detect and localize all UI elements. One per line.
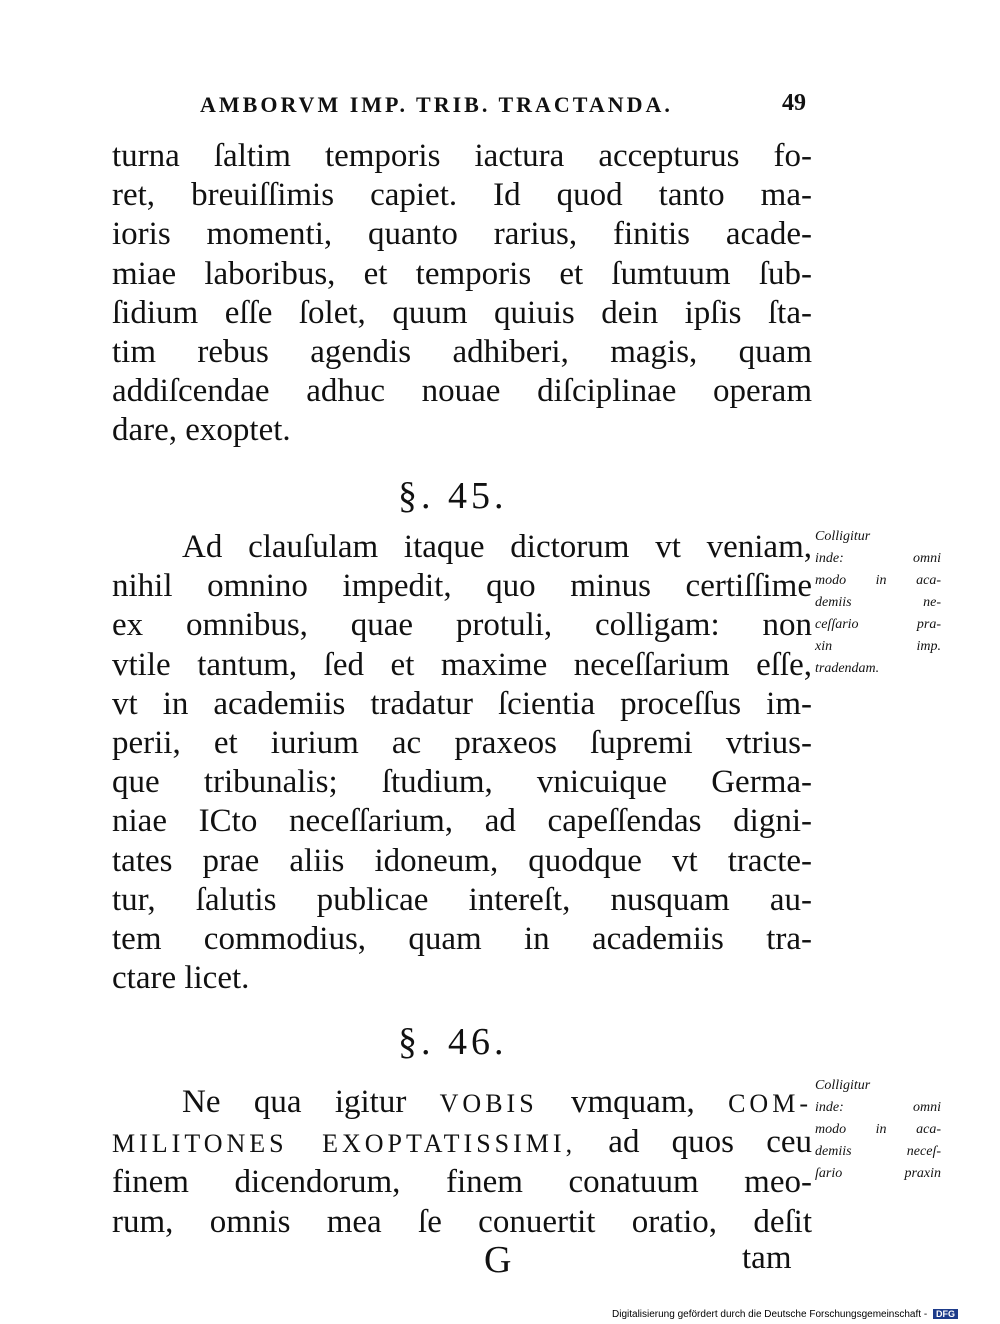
text-line: perii, et iurium ac praxeos ſupremi vtrius- xyxy=(112,725,812,762)
text-line: que tribunalis; ſtudium, vnicuique Germa- xyxy=(112,764,812,801)
text-line: finem dicendorum, finem conatuum meo- xyxy=(112,1164,812,1201)
small-caps-text: VOBIS xyxy=(439,1089,538,1118)
catchword: tam xyxy=(742,1240,792,1276)
text-line: dare, exoptet. xyxy=(112,412,291,449)
signature-mark: G xyxy=(484,1239,512,1281)
text-line: ret, breuiſſimis capiet. Id quod tanto ma- xyxy=(112,177,812,214)
text-line: miae laboribus, et temporis et ſumtuum ſub- xyxy=(112,255,812,292)
text-line: tates prae aliis idoneum, quodque vt tracte- xyxy=(112,842,812,879)
text-line: Ad clauſulam itaque dictorum vt veniam, xyxy=(182,529,812,565)
text-line: tur, ſalutis publicae intereſt, nusquam au- xyxy=(112,881,812,918)
marginal-note-46 xyxy=(815,1075,941,1185)
text-line: rum, omnis mea ſe conuertit oratio, deſit xyxy=(112,1203,812,1240)
dfg-logo: DFG xyxy=(933,1309,958,1319)
text-line: tem commodius, quam in academiis tra- xyxy=(112,921,812,958)
text-line xyxy=(112,1123,812,1163)
text-line: addiſcendae adhuc nouae diſciplinae operam xyxy=(112,373,812,410)
text-line: ex omnibus, quae protuli, colligam: non xyxy=(112,607,812,644)
small-caps-text: COM- xyxy=(728,1089,812,1118)
digitization-credit xyxy=(612,1309,958,1320)
text-run: Ne qua igitur xyxy=(182,1084,407,1120)
text-line: turna ſaltim temporis iactura accepturus fo- xyxy=(112,138,812,174)
note-line: ceſſario pra- xyxy=(815,617,941,632)
text-line: ctare licet. xyxy=(112,960,250,997)
note-line: modo in aca- xyxy=(815,1122,941,1137)
note-line: demiis neceſ- xyxy=(815,1144,941,1159)
text-run: vmquam, xyxy=(571,1084,695,1120)
marginal-note-45 xyxy=(815,526,941,680)
text-line: vtile tantum, ſed et maxime neceſſarium eſſe, xyxy=(112,646,812,683)
text-line: tim rebus agendis adhiberi, magis, quam xyxy=(112,334,812,371)
paragraph-section-45 xyxy=(112,528,812,998)
section-heading-46: §. 46. xyxy=(398,1021,508,1063)
text-line: vt in academiis tradatur ſcientia proceſſus im- xyxy=(112,685,812,722)
small-caps-text: MILITONES EXOPTATISSIMI, xyxy=(112,1129,577,1159)
note-line: tradendam. xyxy=(815,661,880,676)
note-line: inde: omni xyxy=(815,1100,941,1115)
text-line: ioris momenti, quanto rarius, finitis acade- xyxy=(112,216,812,253)
paragraph-section-46 xyxy=(112,1083,812,1242)
running-head: AMBORVM IMP. TRIB. TRACTANDA. xyxy=(200,92,673,117)
text-line: nihil omnino impedit, quo minus certiſſime xyxy=(112,568,812,605)
credit-text: Digitalisierung gefördert durch die Deutsche Forschungsgemeinschaft - xyxy=(612,1309,928,1320)
section-heading-45: §. 45. xyxy=(398,475,508,517)
text-line xyxy=(112,1083,812,1123)
paragraph-continued xyxy=(112,137,812,451)
text-line: niae ICto neceſſarium, ad capeſſendas digni- xyxy=(112,803,812,840)
text-run: ad quos ceu xyxy=(608,1124,813,1161)
note-line: Colligitur xyxy=(815,529,871,544)
page-number: 49 xyxy=(782,90,806,116)
text-line: ſidium eſſe ſolet, quum quiuis dein ipſis ſta- xyxy=(112,294,812,331)
note-line: Colligitur xyxy=(815,1078,871,1093)
note-line: inde: omni xyxy=(815,551,941,566)
note-line: modo in aca- xyxy=(815,573,941,588)
note-line: demiis ne- xyxy=(815,595,941,610)
note-line: ſario praxin xyxy=(815,1166,941,1181)
note-line: xin imp. xyxy=(815,639,941,654)
